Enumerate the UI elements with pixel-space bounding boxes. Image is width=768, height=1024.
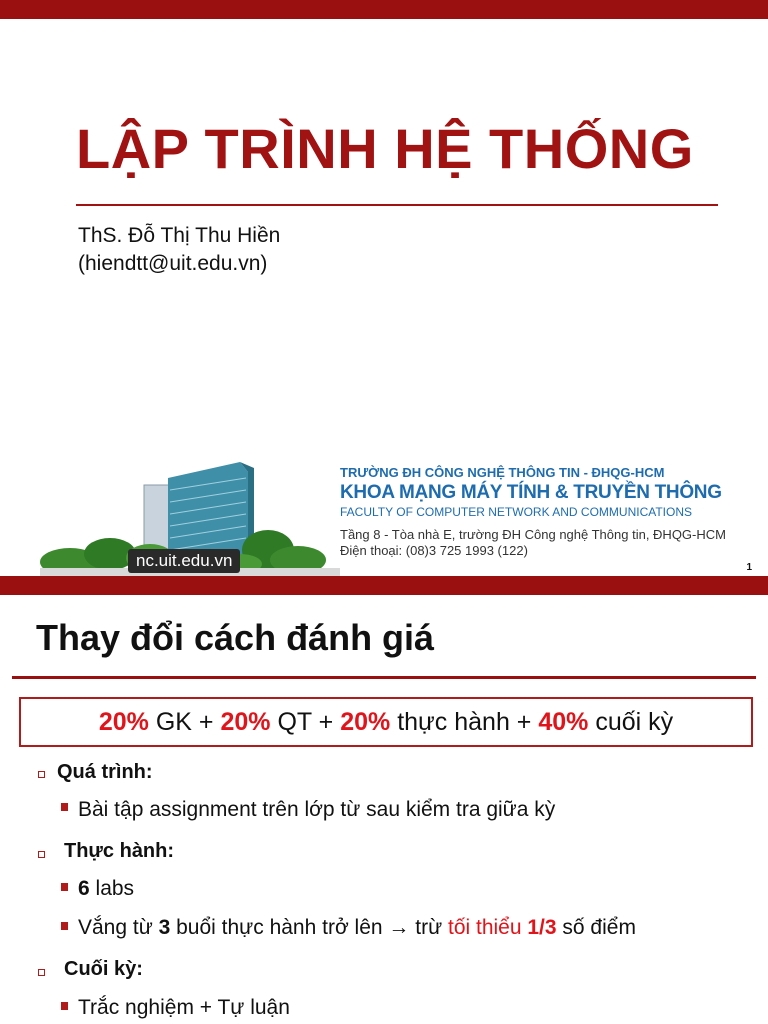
page-number: 1: [746, 562, 752, 573]
website-link[interactable]: nc.uit.edu.vn: [128, 549, 240, 573]
practice-percent: 20%: [340, 708, 391, 736]
faculty-name-english: FACULTY OF COMPUTER NETWORK AND COMMUNICATIONS: [340, 505, 693, 519]
author-name: ThS. Đỗ Thị Thu Hiền: [78, 224, 281, 247]
square-bullet-icon: [61, 883, 68, 891]
outline-bullet-icon: [38, 851, 45, 858]
faculty-phone: Điện thoại: (08)3 725 1993 (122): [340, 543, 528, 558]
faculty-address: Tầng 8 - Tòa nhà E, trường ĐH Công nghệ Thông tin, ĐHQG-HCM: [340, 527, 726, 542]
penalty-pre: tối thiểu: [447, 916, 528, 939]
faculty-name: KHOA MẠNG MÁY TÍNH & TRUYỀN THÔNG: [340, 482, 722, 503]
section-label-process: Quá trình:: [57, 761, 153, 783]
process-percent: 20%: [220, 708, 271, 736]
labs-count: 6: [78, 877, 90, 900]
process-label: QT +: [270, 708, 341, 736]
absence-rule-item: [78, 916, 636, 940]
title-divider: [76, 204, 718, 206]
square-bullet-icon: [61, 1002, 68, 1010]
labs-item: [78, 877, 134, 901]
labs-text: labs: [89, 877, 135, 900]
absence-mid: buổi thực hành trở lên → trừ: [170, 916, 448, 939]
absence-post: số điểm: [556, 916, 636, 939]
final-label: cuối kỳ: [588, 708, 674, 736]
penalty-fraction: 1/3: [527, 916, 557, 939]
midterm-percent: 20%: [98, 708, 149, 736]
top-accent-bar: [0, 0, 768, 19]
outline-bullet-icon: [38, 969, 45, 976]
faculty-banner: [40, 450, 768, 576]
outline-bullet-icon: [38, 771, 45, 778]
slide-heading: Thay đổi cách đánh giá: [36, 617, 435, 658]
midterm-label: GK +: [148, 708, 221, 736]
slide-title: LẬP TRÌNH HỆ THỐNG: [76, 117, 694, 180]
author-email: (hiendtt@uit.edu.vn): [78, 252, 268, 275]
square-bullet-icon: [61, 803, 68, 811]
university-name: TRƯỜNG ĐH CÔNG NGHỆ THÔNG TIN - ĐHQG-HCM: [340, 465, 665, 480]
grading-breakdown-box: [19, 697, 753, 747]
square-bullet-icon: [61, 922, 68, 930]
process-item: Bài tập assignment trên lớp từ sau kiểm tra giữa kỳ: [78, 798, 556, 821]
section-label-practice: Thực hành:: [64, 840, 175, 862]
absence-pre: Vắng từ: [78, 916, 159, 939]
slide-separator-bar: [0, 576, 768, 595]
section-label-final: Cuối kỳ:: [64, 958, 143, 980]
practice-label: thực hành +: [390, 708, 539, 736]
absence-count: 3: [158, 916, 171, 939]
final-percent: 40%: [538, 708, 589, 736]
author-block: [78, 222, 280, 278]
heading-divider: [12, 676, 756, 679]
final-item: Trắc nghiệm + Tự luận: [78, 996, 290, 1019]
